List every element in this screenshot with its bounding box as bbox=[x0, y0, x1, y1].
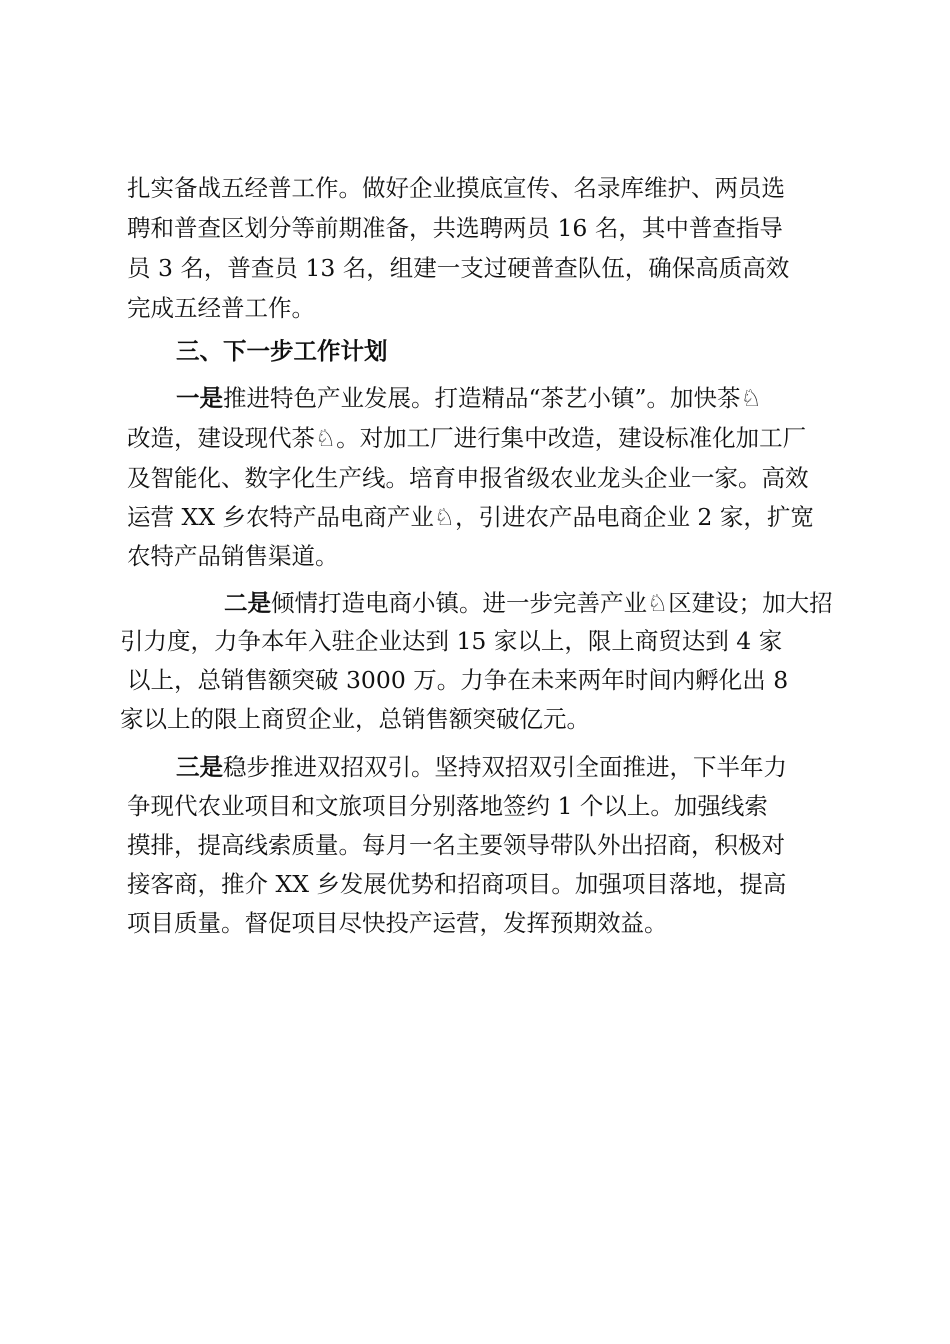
paragraph-2-first-line bbox=[224, 583, 833, 623]
body-text-line: 引力度，力争本年入驻企业达到 15 家以上，限上商贸达到 4 家 bbox=[120, 627, 783, 655]
body-text-line: 摸排，提高线索质量。每月一名主要领导带队外出招商，积极对 bbox=[127, 831, 785, 859]
paragraph-3-first-text: 稳步推进双招双引。坚持双招双引全面推进，下半年力 bbox=[223, 753, 787, 781]
paragraph-2-first-text: 倾情打造电商小镇。进一步完善产业♘区建设；加大招 bbox=[271, 589, 833, 617]
body-text-line: 及智能化、数字化生产线。培育申报省级农业龙头企业一家。高效 bbox=[127, 464, 809, 492]
body-text-line: 员 3 名，普查员 13 名，组建一支过硬普查队伍，确保高质高效 bbox=[127, 254, 790, 282]
body-text-line: 家以上的限上商贸企业，总销售额突破亿元。 bbox=[120, 705, 590, 733]
body-text-line: 聘和普查区划分等前期准备，共选聘两员 16 名，其中普查指导 bbox=[127, 214, 783, 242]
paragraph-1-first-line bbox=[176, 378, 762, 418]
paragraph-3-first-line bbox=[176, 747, 787, 787]
body-text-line: 项目质量。督促项目尽快投产运营，发挥预期效益。 bbox=[127, 909, 668, 937]
paragraph-1-lead: 一是 bbox=[176, 384, 223, 412]
body-text-line: 运营 XX 乡农特产品电商产业♘，引进农产品电商企业 2 家，扩宽 bbox=[127, 503, 814, 531]
paragraph-3-lead: 三是 bbox=[176, 753, 223, 781]
body-text-line: 以上，总销售额突破 3000 万。力争在未来两年时间内孵化出 8 bbox=[127, 666, 789, 694]
body-text-line: 接客商，推介 XX 乡发展优势和招商项目。加强项目落地，提高 bbox=[127, 870, 787, 898]
body-text-line: 农特产品销售渠道。 bbox=[127, 542, 339, 570]
section-heading: 三、下一步工作计划 bbox=[176, 337, 388, 365]
paragraph-1-first-text: 推进特色产业发展。打造精品“茶艺小镇”。加快茶♘ bbox=[223, 384, 762, 412]
paragraph-2-lead: 二是 bbox=[224, 589, 271, 617]
body-text-line: 改造，建设现代茶♘。对加工厂进行集中改造，建设标准化加工厂 bbox=[127, 424, 807, 452]
body-text-line: 争现代农业项目和文旅项目分别落地签约 1 个以上。加强线索 bbox=[127, 792, 768, 820]
body-text-line: 完成五经普工作。 bbox=[127, 294, 315, 322]
body-text-line: 扎实备战五经普工作。做好企业摸底宣传、名录库维护、两员选 bbox=[127, 174, 785, 202]
